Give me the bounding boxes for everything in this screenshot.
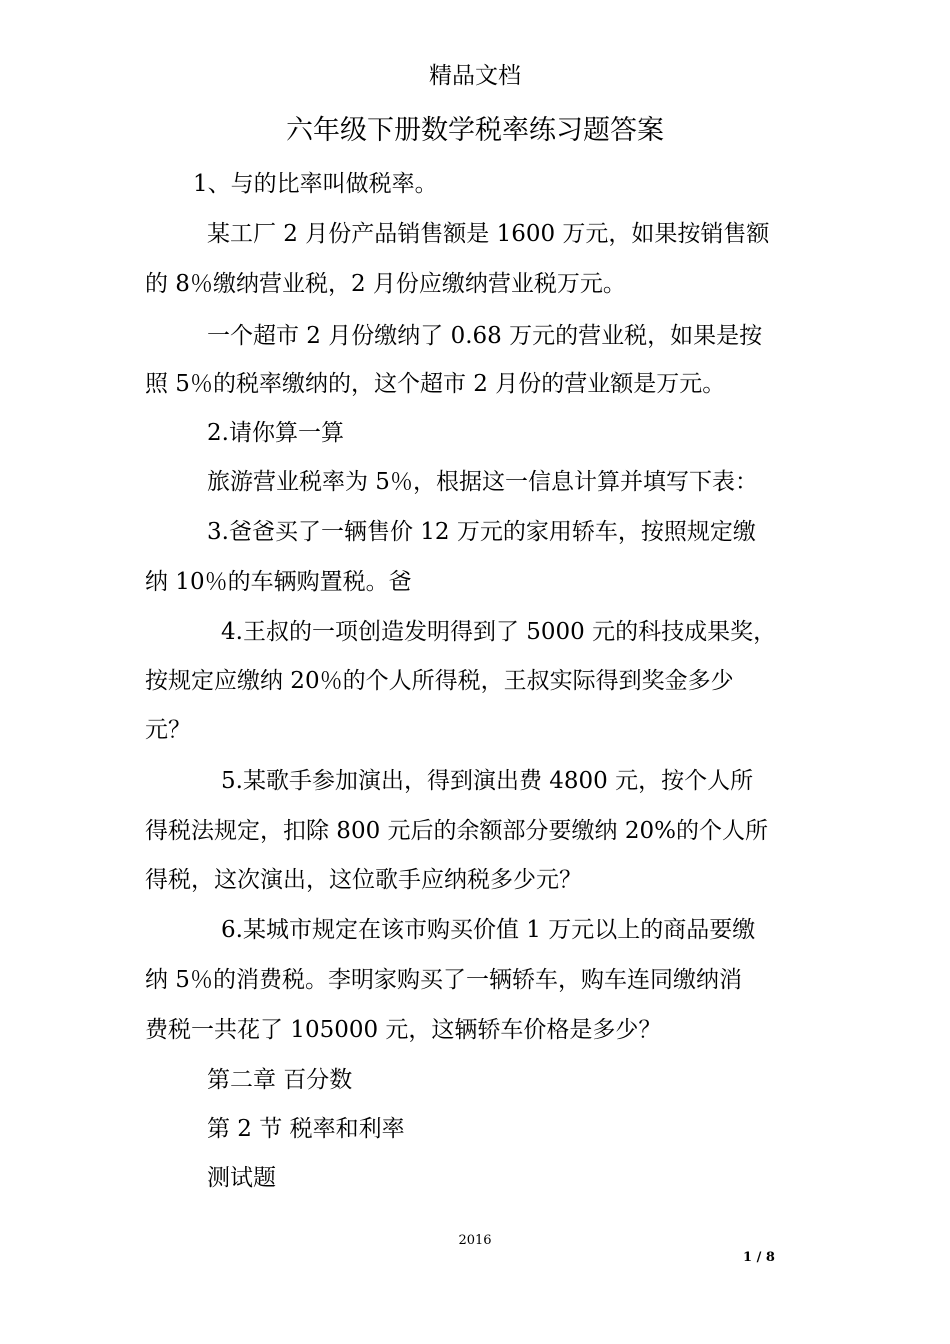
- text-line: 得税，这次演出，这位歌手应纳税多少元？: [145, 867, 582, 893]
- text-line: 纳 5％的消费税。李明家购买了一辆轿车，购车连同缴纳消: [145, 967, 742, 993]
- text-line: 的 8％缴纳营业税，2 月份应缴纳营业税万元。: [145, 271, 626, 297]
- text-line: 6.某城市规定在该市购买价值 1 万元以上的商品要缴: [221, 917, 756, 943]
- text-line: 4.王叔的一项创造发明得到了 5000 元的科技成果奖，: [221, 619, 777, 645]
- text-line: 3.爸爸买了一辆售价 12 万元的家用轿车，按照规定缴: [207, 519, 756, 545]
- text-line: 照 5％的税率缴纳的，这个超市 2 月份的营业额是万元。: [145, 371, 726, 397]
- text-line: 得税法规定，扣除 800 元后的余额部分要缴纳 20%的个人所: [145, 818, 768, 844]
- text-line: 1、与的比率叫做税率。: [193, 171, 438, 197]
- page-number: 1 / 8: [743, 1250, 775, 1265]
- text-line: 费税一共花了 105000 元，这辆轿车价格是多少？: [145, 1017, 662, 1043]
- text-line: 某工厂 2 月份产品销售额是 1600 万元，如果按销售额: [207, 221, 770, 247]
- text-line: 一个超市 2 月份缴纳了 0.68 万元的营业税，如果是按: [207, 323, 763, 349]
- document-title: 六年级下册数学税率练习题答案: [286, 115, 664, 146]
- page-header: 精品文档: [429, 63, 521, 89]
- text-line: 元？: [145, 717, 191, 743]
- chapter-heading: 第二章 百分数: [207, 1067, 353, 1093]
- footer-year: 2016: [458, 1233, 492, 1248]
- text-line: 2.请你算一算: [207, 420, 344, 446]
- text-line: 纳 10％的车辆购置税。爸: [145, 569, 412, 595]
- text-line: 5.某歌手参加演出，得到演出费 4800 元，按个人所: [221, 768, 754, 794]
- text-line: 按规定应缴纳 20％的个人所得税，王叔实际得到奖金多少: [145, 668, 734, 694]
- subsection-heading: 测试题: [207, 1165, 276, 1191]
- text-line: 旅游营业税率为 5％，根据这一信息计算并填写下表：: [207, 469, 758, 495]
- section-heading: 第 2 节 税率和利率: [207, 1116, 405, 1142]
